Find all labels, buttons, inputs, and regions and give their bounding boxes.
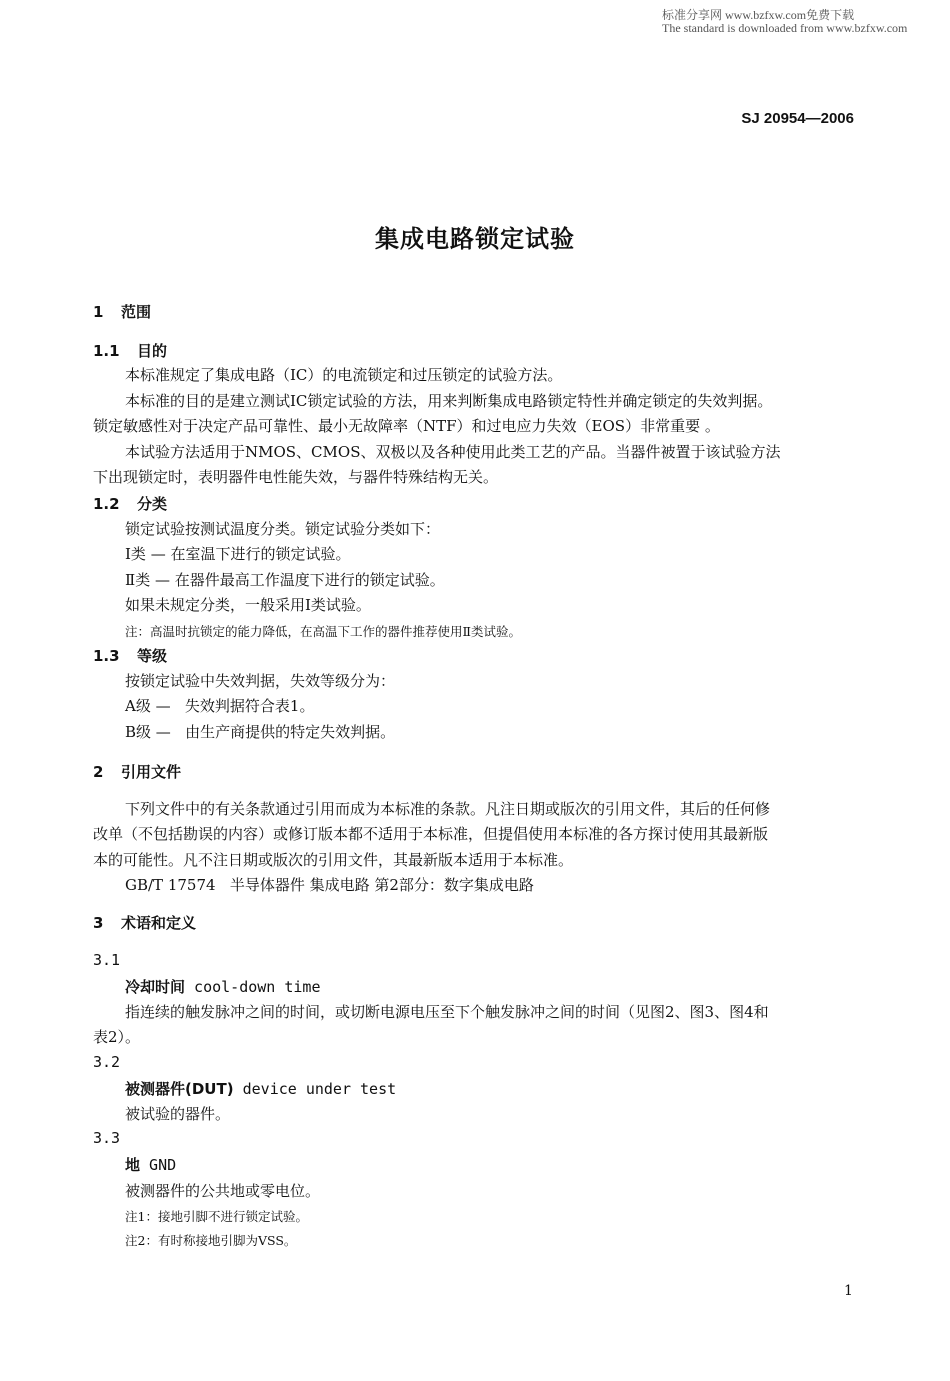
paragraph: 下列文件中的有关条款通过引用而成为本标准的条款。凡注日期或版次的引用文件，其后的任何修: [125, 800, 771, 818]
term-heading: [125, 1078, 396, 1099]
paragraph: 按锁定试验中失效判据，失效等级分为：: [125, 672, 396, 690]
term-heading: [125, 1154, 176, 1175]
term-heading: [125, 976, 320, 997]
paragraph: 锁定试验按测试温度分类。锁定试验分类如下：: [125, 520, 441, 538]
section-2-heading: [93, 761, 181, 782]
section-title: 分类: [137, 495, 168, 513]
section-1-heading: [93, 301, 151, 322]
section-title: 范围: [121, 303, 152, 321]
section-title: 引用文件: [121, 763, 182, 781]
section-1-1-heading: [93, 340, 167, 361]
definition-number: 3.2: [93, 1053, 121, 1071]
grade-item: A级 — 失效判据符合表1。: [125, 697, 315, 715]
section-number: 1: [93, 303, 104, 321]
definition: 被试验的器件。: [125, 1105, 231, 1123]
definition: 指连续的触发脉冲之间的时间，或切断电源电压至下个触发脉冲之间的时间（见图2、图3、图4和: [125, 1003, 769, 1021]
paragraph: 本试验方法适用于NMOS、CMOS、双极以及各种使用此类工艺的产品。当器件被置于该试验方法: [125, 443, 781, 461]
paragraph: 本的可能性。凡不注日期或版次的引用文件，其最新版本适用于本标准。: [93, 851, 574, 869]
term-chinese: 冷却时间: [125, 978, 186, 996]
definition: 表2）。: [93, 1028, 141, 1046]
standard-code: SJ 20954—2006: [741, 110, 854, 127]
section-number: 1.1: [93, 342, 120, 360]
class-item: Ⅰ类 — 在室温下进行的锁定试验。: [125, 545, 351, 563]
section-number: 1.3: [93, 647, 120, 665]
term-english: cool-down time: [194, 978, 321, 996]
section-3-heading: [93, 912, 196, 933]
section-title: 目的: [137, 342, 168, 360]
section-1-3-heading: [93, 645, 167, 666]
grade-item: B级 — 由生产商提供的特定失效判据。: [125, 723, 396, 741]
page-number: 1: [844, 1283, 853, 1299]
paragraph: 锁定敏感性对于决定产品可靠性、最小无故障率（NTF）和过电应力失效（EOS）非常重要 。: [93, 417, 720, 435]
definition-number: 3.1: [93, 951, 121, 969]
definition-number: 3.3: [93, 1129, 121, 1147]
term-english: GND: [149, 1156, 177, 1174]
paragraph: 本标准的目的是建立测试IC锁定试验的方法，用来判断集成电路锁定特性并确定锁定的失效判据。: [125, 392, 773, 410]
section-number: 3: [93, 914, 104, 932]
section-title: 等级: [137, 647, 168, 665]
definition: 被测器件的公共地或零电位。: [125, 1182, 321, 1200]
watermark-line-1: 标准分享网 www.bzfxw.com免费下载: [662, 8, 855, 22]
section-number: 1.2: [93, 495, 120, 513]
note: 注：高温时抗锁定的能力降低，在高温下工作的器件推荐使用Ⅱ类试验。: [125, 624, 521, 639]
paragraph: 改单（不包括勘误的内容）或修订版本都不适用于本标准，但提倡使用本标准的各方探讨使用其最新版: [93, 825, 769, 843]
term-chinese: 被测器件(DUT): [125, 1080, 234, 1098]
section-1-2-heading: [93, 493, 167, 514]
note: 注2：有时称接地引脚为VSS。: [125, 1233, 297, 1248]
note: 注1：接地引脚不进行锁定试验。: [125, 1209, 308, 1224]
section-number: 2: [93, 763, 104, 781]
term-chinese: 地: [125, 1156, 141, 1174]
paragraph: 如果未规定分类，一般采用Ⅰ类试验。: [125, 596, 371, 614]
section-title: 术语和定义: [121, 914, 197, 932]
paragraph: 本标准规定了集成电路（IC）的电流锁定和过压锁定的试验方法。: [125, 366, 563, 384]
watermark-line-2: The standard is downloaded from www.bzfxw.com: [662, 21, 908, 35]
reference-item: GB/T 17574 半导体器件 集成电路 第2部分：数字集成电路: [125, 876, 534, 894]
term-english: device under test: [242, 1080, 397, 1098]
page-title: 集成电路锁定试验: [375, 225, 575, 253]
paragraph: 下出现锁定时，表明器件电性能失效，与器件特殊结构无关。: [93, 468, 499, 486]
class-item: Ⅱ类 — 在器件最高工作温度下进行的锁定试验。: [125, 571, 445, 589]
